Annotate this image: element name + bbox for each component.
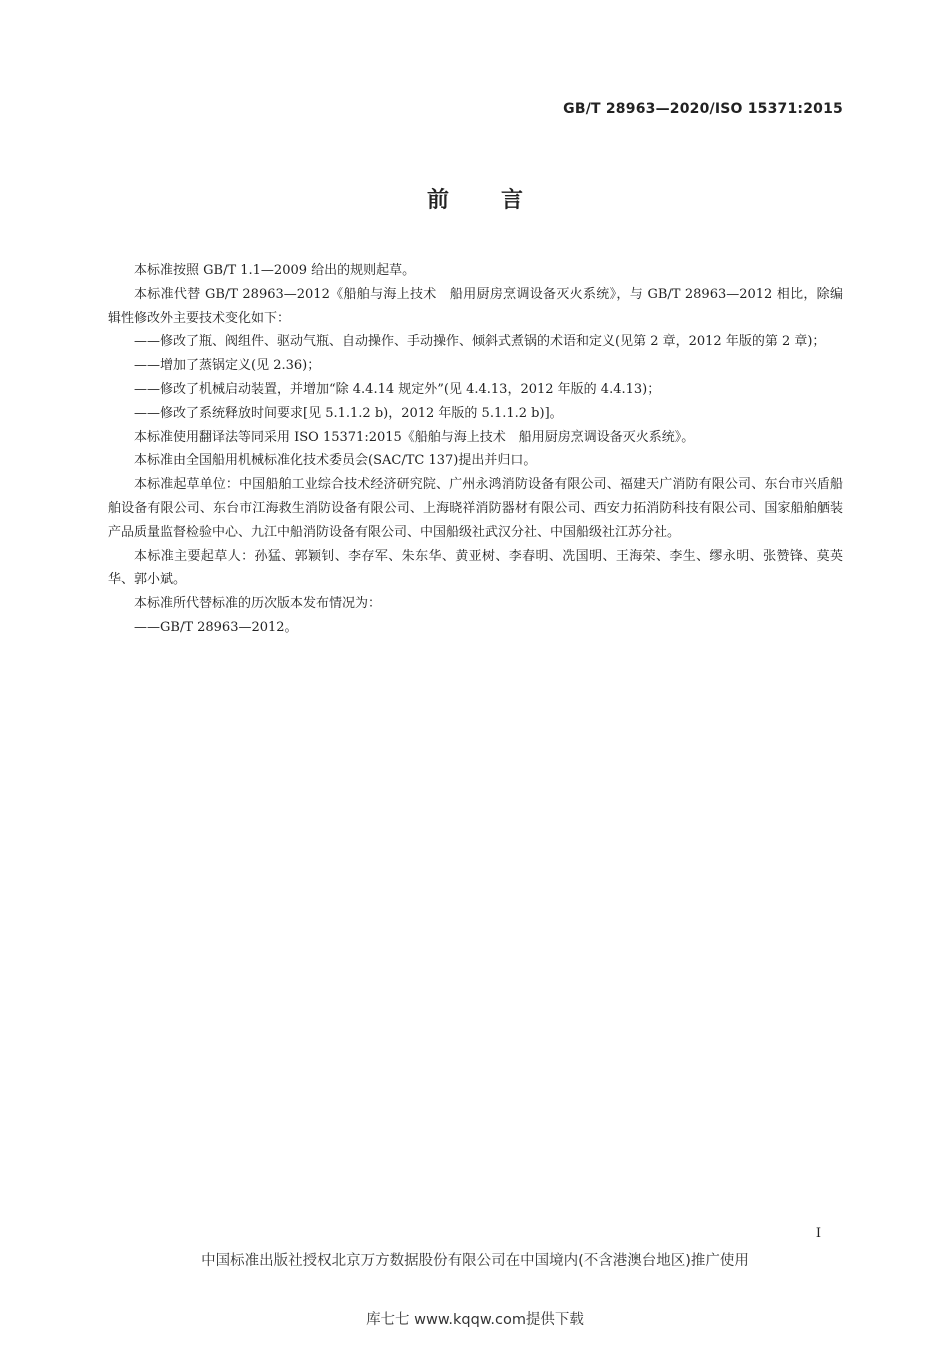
paragraph-translation: 本标准使用翻译法等同采用 ISO 15371:2015《船舶与海上技术 船用厨房烹调设备灭火系统》。 (134, 429, 695, 445)
standard-number: GB/T 28963—2020/ISO 15371:2015 (563, 101, 843, 117)
history-item: ——GB/T 28963—2012。 (134, 619, 298, 635)
change-item-steamer: ——增加了蒸锅定义(见 2.36)； (134, 358, 321, 374)
page-number: I (815, 1226, 821, 1241)
paragraph-drafters: 本标准主要起草人：孙猛、郭颖钊、李存军、朱东华、黄亚树、李春明、冼国明、王海荣、李生、缪永明、张赞锋、莫英华、郭小斌。 (108, 548, 843, 588)
change-item-terms: ——修改了瓶、阀组件、驱动气瓶、自动操作、手动操作、倾斜式煮锅的术语和定义(见第 2 章，2012 年版的第 2 章)； (134, 334, 826, 350)
change-item-release-time: ——修改了系统释放时间要求[见 5.1.1.2 b)，2012 年版的 5.1.1.2 b)]。 (134, 405, 563, 421)
paragraph-drafting-units: 本标准起草单位：中国船舶工业综合技术经济研究院、广州永鸿消防设备有限公司、福建天广消防有限公司、东台市兴盾船舶设备有限公司、东台市江海救生消防设备有限公司、上海晓祥消防器材有限公司、西安力拓消防科技有限公司、国家船舶舾装产品质量监督检验中心、九江中船消防设备有限公司、中国船级社武汉分社、中国船级社江苏分社。 (108, 477, 843, 540)
foreword-body (108, 259, 843, 640)
change-item-mechanical-device: ——修改了机械启动装置，并增加“除 4.4.14 规定外”(见 4.4.13，2012 年版的 4.4.13)； (134, 381, 661, 397)
paragraph-replacement: 本标准代替 GB/T 28963—2012《船舶与海上技术 船用厨房烹调设备灭火系统》，与 GB/T 28963—2012 相比，除编辑性修改外主要技术变化如下： (108, 286, 843, 326)
page-title: 前言 (426, 188, 575, 213)
paragraph-drafting-rules: 本标准按照 GB/T 1.1—2009 给出的规则起草。 (134, 263, 416, 278)
footer-download: 库七七 www.kqqw.com提供下载 (366, 1312, 584, 1328)
paragraph-history: 本标准所代替标准的历次版本发布情况为： (134, 596, 382, 612)
paragraph-proposer: 本标准由全国船用机械标准化技术委员会(SAC/TC 137)提出并归口。 (134, 453, 537, 469)
footer-license: 中国标准出版社授权北京万方数据股份有限公司在中国境内(不含港澳台地区)推广使用 (201, 1253, 749, 1269)
